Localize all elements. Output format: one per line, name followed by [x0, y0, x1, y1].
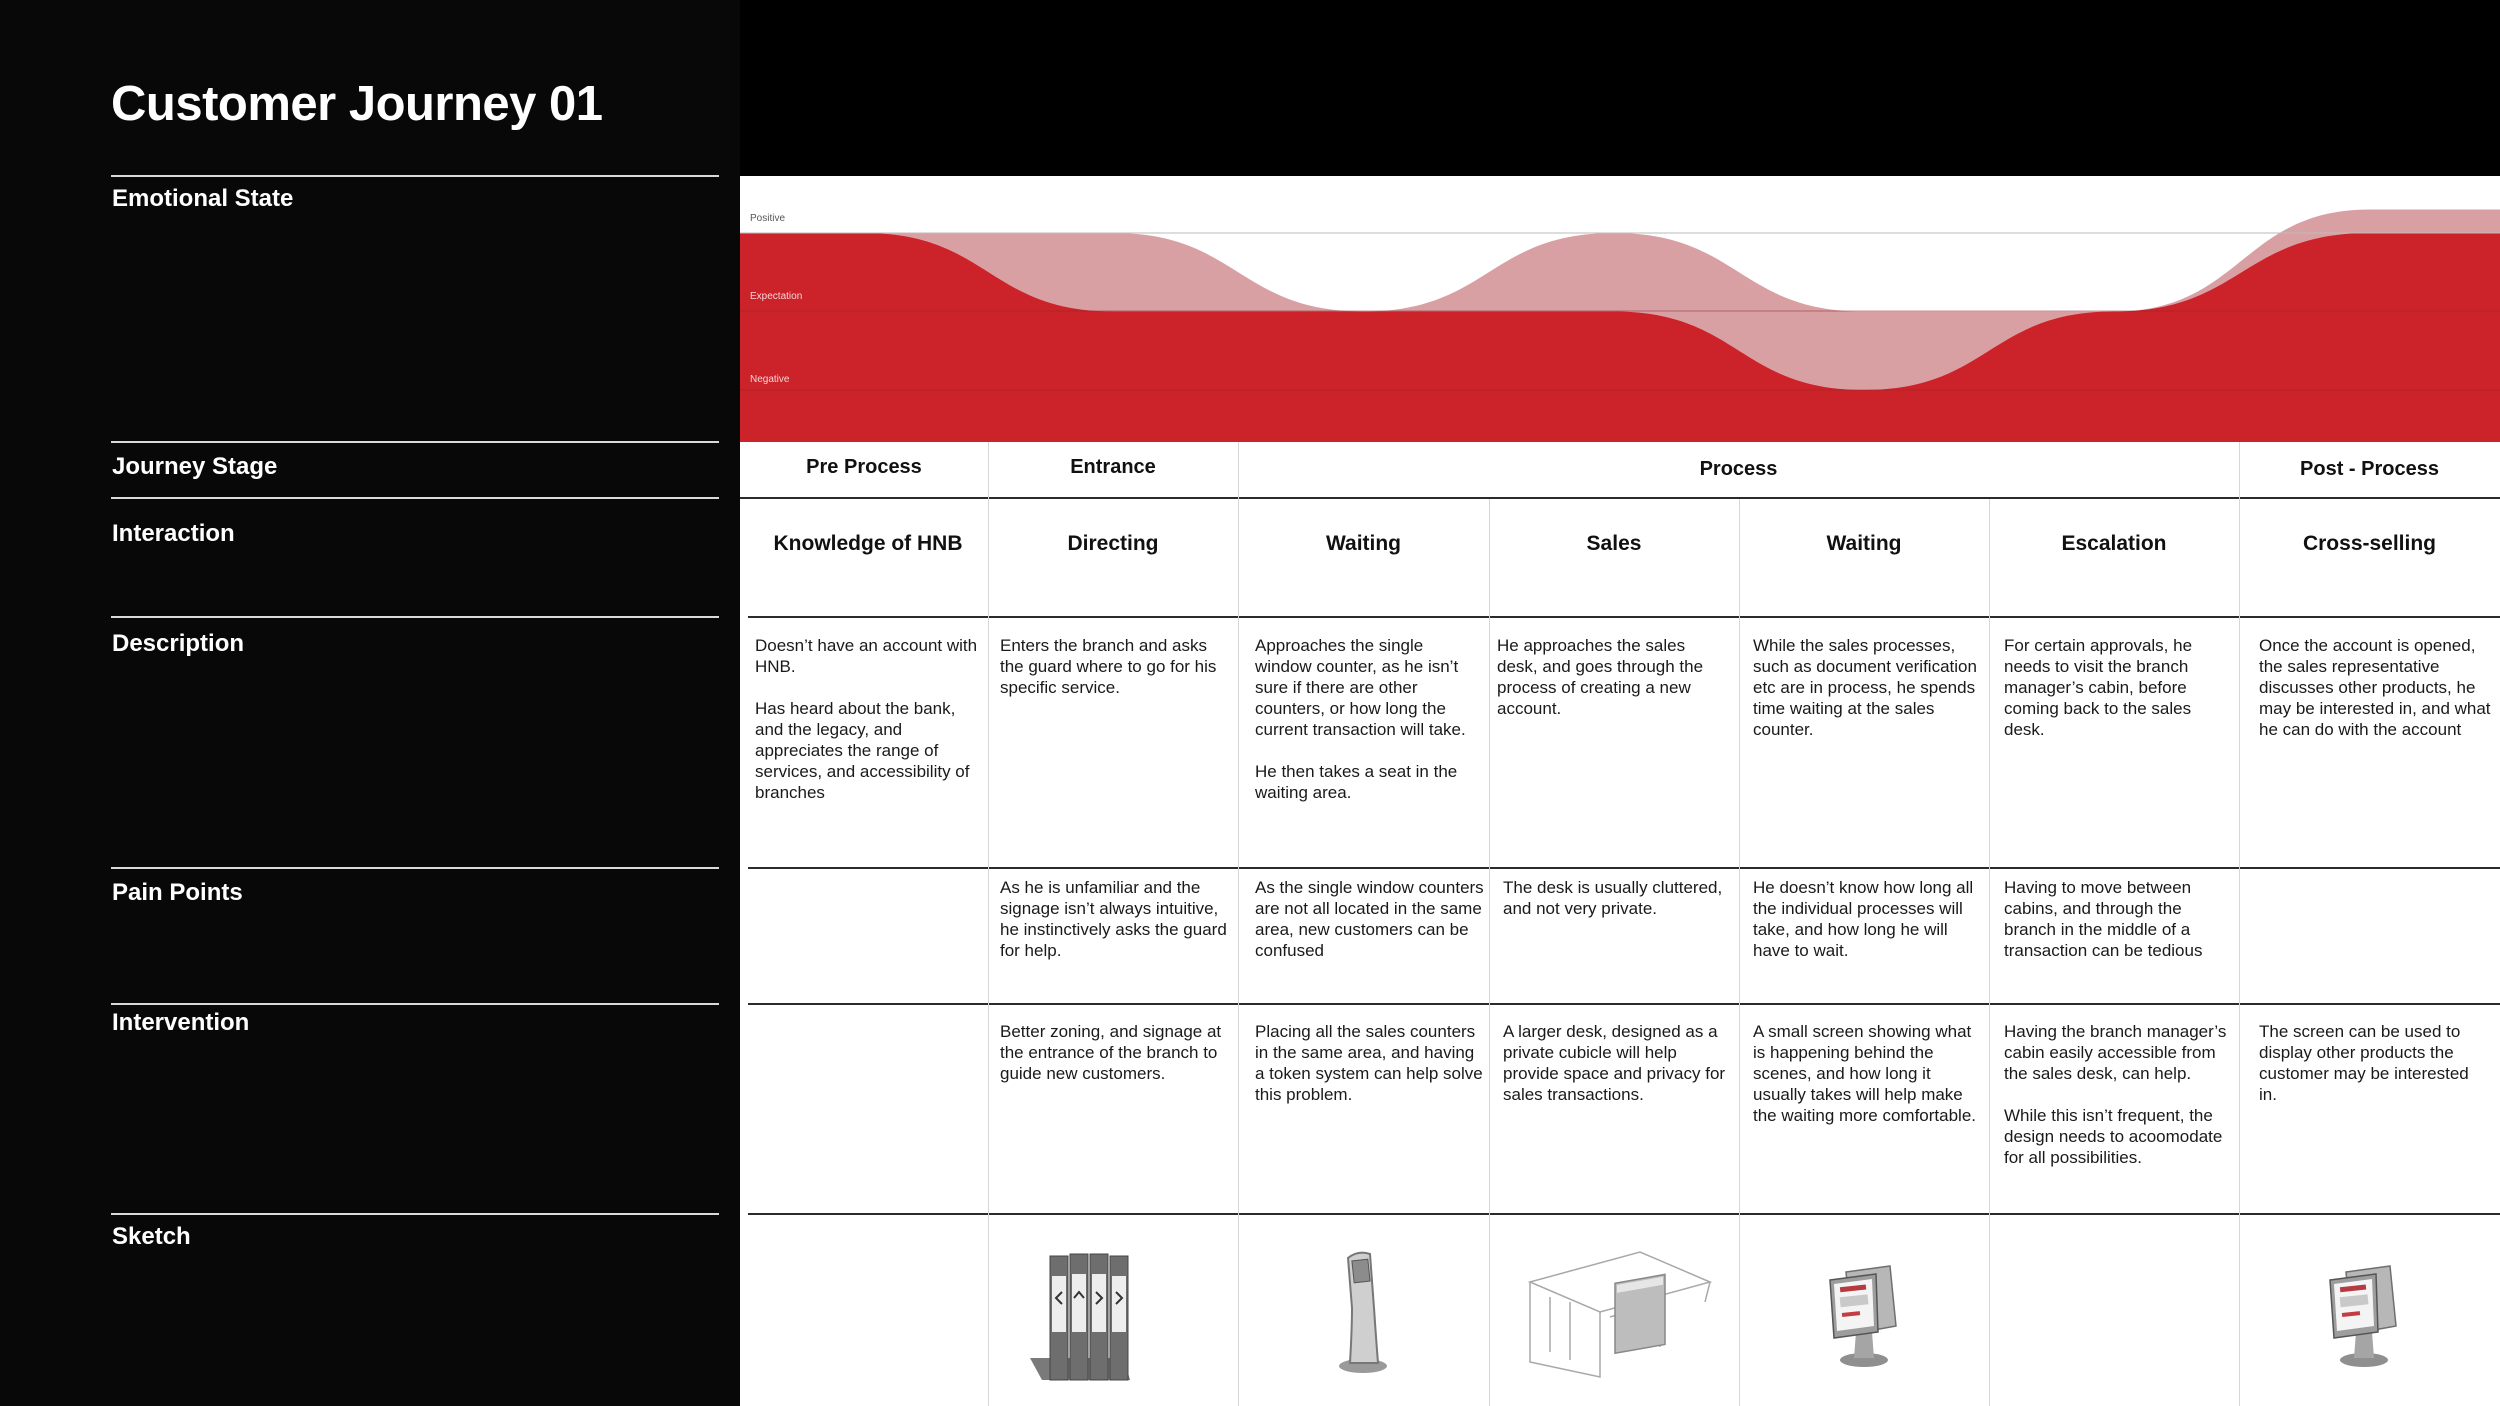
intervention-cell: [2004, 1021, 2232, 1189]
journey-grid: [740, 442, 2500, 1406]
signage-panels-icon: [1030, 1248, 1170, 1393]
divider: [111, 175, 719, 177]
intervention-text: A small screen showing what is happening behind the scenes, and how long it usually takes will help make the waiting more comfortable.: [1753, 1022, 1976, 1125]
description-text: Approaches the single window counter, as he isn’t sure if there are other counters, or how long the current transaction will take.: [1255, 636, 1466, 739]
column-divider: [1489, 499, 1490, 1406]
row-divider: [748, 867, 2500, 869]
level-label-positive: Positive: [750, 213, 786, 224]
column-divider: [1989, 499, 1990, 1406]
row-divider: [740, 497, 2500, 499]
pain-point-cell: [1503, 877, 1735, 940]
intervention-cell: [1255, 1021, 1487, 1126]
emotional-state-svg: [740, 176, 2500, 442]
divider: [111, 497, 719, 499]
pain-point-text: Having to move between cabins, and through the branch in the middle of a transaction can be tedious: [2004, 878, 2203, 960]
intervention-text: The screen can be used to display other products the customer may be interested in.: [2259, 1022, 2469, 1104]
description-text: Doesn’t have an account with HNB.: [755, 636, 978, 676]
description-cell: [755, 635, 987, 824]
intervention-cell: [1753, 1021, 1979, 1147]
pain-point-text: The desk is usually cluttered, and not very private.: [1503, 878, 1723, 918]
column-divider: [988, 442, 989, 1406]
description-cell: [1000, 635, 1232, 719]
intervention-text: Better zoning, and signage at the entrance of the branch to guide new customers.: [1000, 1022, 1222, 1083]
description-text: Has heard about the bank, and the legacy, and appreciates the range of services, and accessibility of branches: [755, 699, 970, 802]
header-band: [740, 0, 2500, 176]
intervention-cell: [1503, 1021, 1735, 1126]
intervention-text: While this isn’t frequent, the design needs to acoomodate for all possibilities.: [2004, 1106, 2223, 1167]
left-panel: [0, 0, 740, 1406]
intervention-cell: [1000, 1021, 1232, 1105]
description-cell: [1753, 635, 1985, 761]
screen-terminal-icon: [1812, 1262, 1912, 1377]
stage-process: Process: [1699, 458, 1778, 480]
cubicle-desk-icon: [1520, 1242, 1720, 1387]
stage-post-process: Post - Process: [2300, 458, 2439, 480]
column-divider: [1238, 442, 1239, 1406]
interaction-waiting: Waiting: [1325, 532, 1402, 555]
level-label-negative: Negative: [750, 374, 790, 385]
pain-point-text: He doesn’t know how long all the individual processes will take, and how long he will have to wait.: [1753, 878, 1974, 960]
pain-point-cell: [1255, 877, 1487, 982]
label-intervention: Intervention: [112, 1009, 250, 1036]
intervention-text: Placing all the sales counters in the same area, and having a token system can help solve this problem.: [1255, 1022, 1483, 1104]
screen-terminal-icon: [2312, 1262, 2412, 1377]
description-text: Once the account is opened, the sales representative discusses other products, he may be interested in, and what he can do with the account: [2259, 636, 2491, 739]
intervention-text: Having the branch manager’s cabin easily accessible from the sales desk, can help.: [2004, 1022, 2227, 1083]
stage-entrance: Entrance: [1070, 456, 1156, 478]
description-text: For certain approvals, he needs to visit the branch manager’s cabin, before coming back to the sales desk.: [2004, 636, 2193, 739]
divider: [111, 616, 719, 618]
interaction-sales: Sales: [1586, 532, 1642, 555]
pain-point-text: As he is unfamiliar and the signage isn’t always intuitive, he instinctively asks the guard for help.: [1000, 878, 1227, 960]
label-pain-points: Pain Points: [112, 879, 243, 906]
interaction-escalation: Escalation: [2061, 532, 2167, 555]
description-text: While the sales processes, such as document verification etc are in process, he spends time waiting at the sales counter.: [1753, 636, 1977, 739]
row-divider: [748, 616, 2500, 618]
description-cell: [1497, 635, 1729, 740]
description-cell: [2004, 635, 2226, 761]
interaction-waiting: Waiting: [1826, 532, 1902, 555]
pain-point-cell: [1000, 877, 1232, 982]
intervention-text: A larger desk, designed as a private cubicle will help provide space and privacy for sales transactions.: [1503, 1022, 1726, 1104]
pain-point-cell: [1753, 877, 1985, 982]
column-divider: [2239, 442, 2240, 1406]
label-sketch: Sketch: [112, 1223, 191, 1250]
description-text: He approaches the sales desk, and goes through the process of creating a new account.: [1497, 636, 1704, 718]
divider: [111, 1003, 719, 1005]
interaction-cross-selling: Cross-selling: [2302, 532, 2437, 555]
label-description: Description: [112, 630, 245, 657]
pain-point-text: As the single window counters are not all located in the same area, new customers can be confused: [1255, 878, 1484, 960]
row-divider: [748, 1213, 2500, 1215]
row-divider: [748, 1003, 2500, 1005]
column-divider: [1739, 499, 1740, 1406]
stage-pre-process: Pre Process: [806, 456, 922, 478]
interaction-knowledge-of-hnb: Knowledge of HNB: [773, 532, 963, 555]
description-cell: [1255, 635, 1477, 824]
level-label-expectation: Expectation: [750, 291, 803, 302]
label-emotional-state: Emotional State: [112, 185, 294, 212]
description-cell: [2259, 635, 2491, 761]
pain-point-cell: [2004, 877, 2236, 982]
divider: [111, 441, 719, 443]
intervention-cell: [2259, 1021, 2491, 1126]
description-text: Enters the branch and asks the guard where to go for his specific service.: [1000, 636, 1217, 697]
emotional-state-chart: [740, 176, 2500, 442]
divider: [111, 867, 719, 869]
label-journey-stage: Journey Stage: [112, 453, 278, 480]
label-interaction: Interaction: [112, 520, 235, 547]
kiosk-icon: [1318, 1248, 1408, 1383]
interaction-directing: Directing: [1067, 532, 1159, 555]
page-title: Customer Journey 01: [111, 77, 603, 131]
description-text: He then takes a seat in the waiting area.: [1255, 762, 1458, 802]
divider: [111, 1213, 719, 1215]
